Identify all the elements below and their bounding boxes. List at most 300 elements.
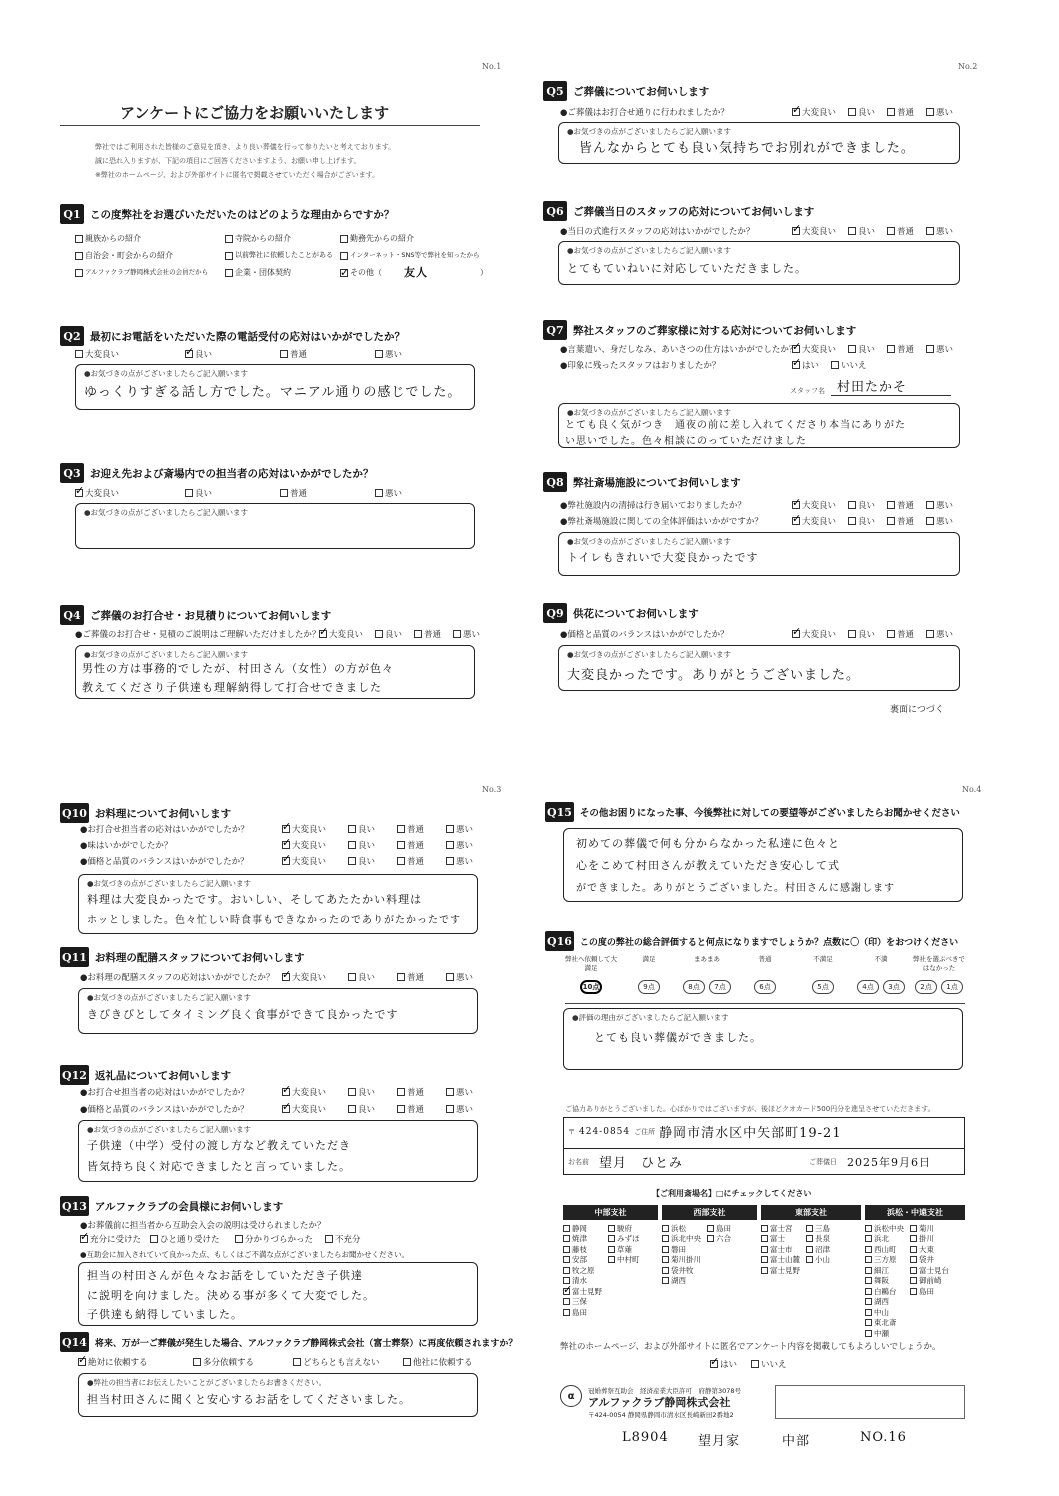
- q9-options: ●価格と品質のバランスはいかがでしたか？ ✓ 大変良い 良い 普通 悪い: [560, 627, 953, 641]
- checkbox-checked[interactable]: [792, 361, 800, 369]
- branch-option[interactable]: [910, 1265, 949, 1276]
- q4-title: ご葬儀のお打合せ・お見積りについてお伺いします: [90, 609, 332, 622]
- checkbox[interactable]: [608, 1235, 615, 1242]
- checkbox-checked[interactable]: [710, 1360, 718, 1368]
- q1-options: 親族からの紹介 寺院からの紹介 勤務先からの紹介 自治会・町会からの紹介 以前弊社に依頼したことがある インターネット・SNS等で弊社を知ったから アルファクラブ静岡株式会社の会員だから 企業・団体契約 ✓ その他（ 友人 ）: [75, 230, 495, 281]
- checkbox[interactable]: [848, 345, 856, 353]
- checkbox[interactable]: [848, 227, 856, 235]
- checkbox[interactable]: [75, 252, 83, 260]
- checkbox[interactable]: [926, 227, 934, 235]
- checkbox[interactable]: [563, 1288, 570, 1295]
- q7-comment-line1: とても良く気がつき 通夜の前に差し入れてくださり本当にありがた: [565, 420, 906, 431]
- checkbox[interactable]: [806, 1256, 813, 1263]
- q10-comment-line1: 料理は大変良かったです。おいしい、そしてあたたかい料理は: [87, 893, 423, 906]
- q10-title: お料理についてお伺いします: [94, 807, 232, 820]
- q7-title: 弊社スタッフのご葬家様に対する応対についてお伺いします: [573, 324, 857, 337]
- score-3[interactable]: 3点: [883, 980, 905, 994]
- q4-comment-box[interactable]: ●お気づきの点がございましたらご記入願います 男性の方は事務的でしたが、村田さん（女性）の方が色々 教えてくださり子供達も理解納得して打合せできました: [75, 645, 475, 699]
- checkbox[interactable]: [446, 857, 454, 865]
- branch-central: 中部支社 静岡 焼津 藤枝 安部 牧之原 清水 ✓ 富士見野 三保 島田 駿府 みずほ 草薙 中村町: [563, 1205, 658, 1318]
- q13-sub2: ●互助会に加入されていて良かった点、もしくはご不満な点がございましたらお聞かせください。: [80, 1249, 410, 1259]
- checkbox-checked[interactable]: [792, 630, 800, 638]
- checkbox[interactable]: [193, 1358, 201, 1366]
- branch-label: 草薙: [617, 1244, 632, 1254]
- q13-header: [60, 1195, 283, 1217]
- branch-option[interactable]: [608, 1255, 640, 1266]
- q9-comment: 大変良かったです。ありがとうございました。: [567, 668, 860, 683]
- q13-comment-box[interactable]: [78, 1262, 478, 1326]
- q1-title: この度弊社をお選びいただいたのはどのような理由からですか？: [90, 208, 395, 221]
- checkbox[interactable]: [563, 1256, 570, 1263]
- checkbox[interactable]: [348, 1105, 356, 1113]
- q12-options-2: ●価格と品質のバランスはいかがでしたか？ ✓ 大変良い 良い 普通 悪い: [80, 1102, 473, 1116]
- q5-title: ご葬儀についてお伺いします: [573, 85, 710, 98]
- checkbox[interactable]: [348, 973, 356, 981]
- branch-label: 富士: [770, 1234, 785, 1244]
- branch-option[interactable]: [806, 1234, 830, 1245]
- publish-options: ✓ はい いいえ: [710, 1357, 787, 1371]
- q7-staff-name: 村田たかそ: [831, 376, 951, 396]
- checkbox[interactable]: [608, 1256, 615, 1263]
- checkbox[interactable]: [761, 1256, 768, 1263]
- q2-header: [60, 325, 405, 347]
- score-4[interactable]: 4点: [857, 980, 879, 994]
- page-number: No.4: [962, 785, 982, 794]
- checkbox[interactable]: [910, 1267, 917, 1274]
- branch-label: 東北斎: [874, 1318, 897, 1328]
- checkbox[interactable]: [608, 1225, 615, 1232]
- checkbox[interactable]: [414, 630, 422, 638]
- branch-option[interactable]: [662, 1265, 701, 1276]
- q11-header: [60, 946, 305, 968]
- q1-other-value: 友人: [404, 266, 428, 279]
- q7-options-1: ●言葉遣い、身だしなみ、あいさつの仕方はいかがでしたか？ ✓ 大変良い 良い 普通 悪い: [560, 342, 953, 356]
- q1-header: [60, 203, 394, 225]
- checkbox[interactable]: [375, 630, 383, 638]
- checkbox[interactable]: [865, 1225, 872, 1232]
- checkbox[interactable]: [865, 1267, 872, 1274]
- checkbox[interactable]: [848, 517, 856, 525]
- branch-option[interactable]: [662, 1255, 701, 1266]
- q15-comment-line1: 初めての葬儀で何も分からなかった私達に色々と: [576, 837, 840, 850]
- checkbox[interactable]: [348, 841, 356, 849]
- footer-code: L8904: [622, 1430, 669, 1445]
- q8-number: Q8: [543, 472, 567, 492]
- q3-comment-box[interactable]: ●お気づきの点がございましたらご記入願います: [75, 503, 475, 549]
- q2-options: 大変良い ✓ 良い 普通 悪い: [75, 347, 402, 361]
- branch-label: 富士宮: [770, 1223, 793, 1233]
- checkbox[interactable]: [340, 252, 348, 260]
- checkbox[interactable]: [563, 1309, 570, 1316]
- q10-comment-box[interactable]: ●お気づきの点がございましたらご記入願います 料理は大変良かったです。おいしい、そしてあたたかい料理は ホッとしました。色々忙しい時食事もできなかったのでありがたかったです: [78, 874, 478, 934]
- q6-number: Q6: [543, 201, 567, 221]
- q5-header: [543, 80, 709, 102]
- branch-label: 浜北中央: [671, 1234, 701, 1244]
- checkbox[interactable]: [403, 1358, 411, 1366]
- checkbox[interactable]: [225, 269, 233, 277]
- checkbox[interactable]: [75, 350, 83, 358]
- branch-option[interactable]: [608, 1234, 640, 1245]
- page-number: No.2: [958, 62, 978, 71]
- checkbox[interactable]: [806, 1225, 813, 1232]
- checkbox[interactable]: [865, 1288, 872, 1295]
- q15-header: [545, 801, 960, 823]
- branch-label: 静岡: [572, 1223, 587, 1233]
- branch-option[interactable]: [806, 1223, 830, 1234]
- branch-option[interactable]: [865, 1244, 904, 1255]
- branch-option[interactable]: [761, 1223, 800, 1234]
- branch-option[interactable]: [563, 1234, 602, 1245]
- branch-option[interactable]: [865, 1276, 904, 1287]
- branch-label: 駿府: [617, 1223, 632, 1233]
- checkbox[interactable]: [397, 973, 405, 981]
- q4-header: [60, 604, 331, 626]
- checkbox[interactable]: [848, 108, 856, 116]
- checkbox-checked[interactable]: [75, 489, 83, 497]
- checkbox-checked[interactable]: [340, 269, 348, 277]
- branch-option[interactable]: [608, 1223, 640, 1234]
- q15-comment-line2: 心をこめて村田さんが教えていただき安心して式: [576, 859, 840, 872]
- checkbox-checked[interactable]: [78, 1358, 86, 1366]
- checkbox[interactable]: [887, 517, 895, 525]
- branch-label: 浜松中央: [874, 1223, 904, 1233]
- page-number: No.3: [482, 785, 502, 794]
- q15-title: その他お困りになった事、今後弊社に対しての要望等がございましたらお聞かせください: [579, 808, 960, 819]
- q7-comment-line2: い思いでした。色々相談にのっていただけました: [565, 436, 807, 447]
- checkbox[interactable]: [831, 361, 839, 369]
- checkbox[interactable]: [397, 825, 405, 833]
- checkbox[interactable]: [887, 108, 895, 116]
- checkbox[interactable]: [563, 1225, 570, 1232]
- branch-option[interactable]: [910, 1244, 949, 1255]
- branch-label: 富士山麓: [770, 1255, 800, 1265]
- branch-label: 長泉: [815, 1234, 830, 1244]
- checkbox[interactable]: [446, 973, 454, 981]
- checkbox[interactable]: [293, 1358, 301, 1366]
- branch-option[interactable]: [910, 1255, 949, 1266]
- funeral-date: 2025年9月6日: [847, 1155, 931, 1169]
- checkbox[interactable]: [865, 1246, 872, 1253]
- q5-comment-box[interactable]: ●お気づきの点がございましたらご記入願います 皆んなからとても良い気持ちでお別れができました。: [558, 122, 960, 164]
- checkbox[interactable]: [848, 630, 856, 638]
- address-value: 静岡市清水区中矢部町19-21: [659, 1126, 842, 1141]
- checkbox[interactable]: [761, 1235, 768, 1242]
- checkbox[interactable]: [397, 1088, 405, 1096]
- branch-label: 浜松: [671, 1223, 686, 1233]
- checkbox[interactable]: [280, 350, 288, 358]
- checkbox[interactable]: [910, 1225, 917, 1232]
- checkbox[interactable]: [348, 857, 356, 865]
- branch-option[interactable]: [806, 1244, 830, 1255]
- q13-comment-line3: 子供達も納得していました。: [87, 1308, 243, 1321]
- q3-number: Q3: [60, 463, 84, 483]
- score-7[interactable]: 7点: [709, 980, 731, 994]
- branch-option[interactable]: [563, 1286, 602, 1297]
- branch-option[interactable]: [761, 1244, 800, 1255]
- checkbox[interactable]: [865, 1330, 872, 1337]
- checkbox-checked[interactable]: [185, 350, 193, 358]
- branch-option[interactable]: [865, 1265, 904, 1276]
- checkbox[interactable]: [926, 108, 934, 116]
- checkbox[interactable]: [340, 235, 348, 243]
- branch-label: 白鷗台: [874, 1286, 897, 1296]
- publish-question: 弊社のホームページ、および外部サイトに匿名でアンケート内容を掲載してもよろしいでしょうか。: [560, 1342, 941, 1352]
- checkbox[interactable]: [707, 1235, 714, 1242]
- checkbox[interactable]: [865, 1235, 872, 1242]
- branch-east: 東部支社 富士宮 富士 富士市 富士山麓 富士見野 三島 長泉 沼津 小山: [761, 1205, 861, 1276]
- branch-option[interactable]: [865, 1328, 904, 1339]
- q15-comment-line3: ができました。ありがとうございました。村田さんに感謝します: [576, 883, 895, 894]
- q2-title: 最初にお電話をいただいた際の電話受付の応対はいかがでしたか？: [90, 330, 405, 343]
- score-2[interactable]: 2点: [915, 980, 937, 994]
- branch-option[interactable]: [662, 1234, 701, 1245]
- branch-option[interactable]: [662, 1276, 701, 1287]
- checkbox-checked[interactable]: [282, 825, 290, 833]
- checkbox[interactable]: [761, 1267, 768, 1274]
- checkbox[interactable]: [325, 1235, 333, 1243]
- checkbox[interactable]: [225, 235, 233, 243]
- branch-option[interactable]: [662, 1223, 701, 1234]
- branch-option[interactable]: [761, 1234, 800, 1245]
- q12-header: [60, 1064, 231, 1086]
- branch-option[interactable]: [707, 1223, 731, 1234]
- q3-title: お迎え先および斎場内での担当者の応対はいかがでしたか？: [90, 467, 374, 480]
- q10-number: Q10: [60, 803, 89, 823]
- checkbox[interactable]: [761, 1225, 768, 1232]
- checkbox[interactable]: [806, 1246, 813, 1253]
- branch-label: 焼津: [572, 1234, 587, 1244]
- branch-label: 三保: [572, 1297, 587, 1307]
- branch-label: 中村町: [617, 1255, 640, 1265]
- checkbox[interactable]: [446, 1088, 454, 1096]
- checkbox[interactable]: [887, 227, 895, 235]
- branch-option[interactable]: [761, 1255, 800, 1266]
- q12-comment-box[interactable]: ●お気づきの点がございましたらご記入願います 子供達（中学）受付の渡し方など教えていただき 皆気持ち良く対応できましたと言っていました。: [78, 1120, 478, 1182]
- branch-label: 菊川: [919, 1223, 934, 1233]
- checkbox[interactable]: [806, 1235, 813, 1242]
- q7-number: Q7: [543, 320, 567, 340]
- checkbox[interactable]: [910, 1246, 917, 1253]
- branch-option[interactable]: [865, 1307, 904, 1318]
- q9-header: [543, 602, 699, 624]
- checkbox[interactable]: [707, 1225, 714, 1232]
- checkbox[interactable]: [446, 1105, 454, 1113]
- branch-west: 西部支社 浜松 浜北中央 磐田 菊川掛川 袋井牧 湖西 島田 六合: [662, 1205, 757, 1286]
- q6-comment-box[interactable]: ●お気づきの点がございましたらご記入願います とてもていねいに対応していただきました。: [558, 241, 960, 285]
- checkbox[interactable]: [348, 825, 356, 833]
- branch-option[interactable]: [563, 1265, 602, 1276]
- branch-option[interactable]: [910, 1286, 949, 1297]
- branch-option[interactable]: [865, 1286, 904, 1297]
- q8-options-1: ●弊社施設内の清掃は行き届いておりましたか？ ✓ 大変良い 良い 普通 悪い: [560, 498, 953, 512]
- branch-label: 富士見台: [919, 1265, 949, 1275]
- branch-label: 大東: [919, 1244, 934, 1254]
- q8-comment-box[interactable]: ●お気づきの点がございましたらご記入願います トイレもきれいで大変良かったです: [558, 532, 960, 576]
- branch-option[interactable]: [761, 1265, 800, 1276]
- checkbox[interactable]: [280, 489, 288, 497]
- branch-label: 袋井牧: [671, 1265, 694, 1275]
- checkbox-checked[interactable]: [319, 630, 327, 638]
- score-5[interactable]: 5点: [812, 980, 834, 994]
- name-value: 望月 ひとみ: [599, 1156, 684, 1171]
- q2-comment-box[interactable]: ●お気づきの点がございましたらご記入願います ゆっくりすぎる話し方でした。マニアル通りの感じでした。: [75, 364, 475, 410]
- q12-title: 返礼品についてお伺いします: [94, 1069, 232, 1082]
- q4-number: Q4: [60, 605, 84, 625]
- branch-label: 西山町: [874, 1244, 897, 1254]
- checkbox[interactable]: [848, 501, 856, 509]
- branch-option[interactable]: [865, 1223, 904, 1234]
- q10-comment-line2: ホッとしました。色々忙しい時食事もできなかったのでありがたかったです: [87, 915, 461, 926]
- address-note: ご協力ありがとうございました。心ばかりではございますが、後ほどクオカード500円分を進呈させていただきます。: [565, 1105, 935, 1113]
- checkbox[interactable]: [887, 630, 895, 638]
- branch-option[interactable]: [563, 1223, 602, 1234]
- checkbox[interactable]: [563, 1298, 570, 1305]
- branch-option[interactable]: [563, 1255, 602, 1266]
- q16-comment: とても良い葬儀ができました。: [594, 1031, 762, 1044]
- branch-option[interactable]: [910, 1223, 949, 1234]
- q2-comment: ゆっくりすぎる話し方でした。マニアル通りの感じでした。: [84, 385, 462, 400]
- branch-option[interactable]: [563, 1297, 602, 1308]
- checkbox[interactable]: [926, 345, 934, 353]
- branch-option[interactable]: [910, 1234, 949, 1245]
- checkbox[interactable]: [865, 1277, 872, 1284]
- checkbox[interactable]: [865, 1309, 872, 1316]
- checkbox-checked[interactable]: [792, 517, 800, 525]
- checkbox[interactable]: [865, 1319, 872, 1326]
- branch-option[interactable]: [865, 1297, 904, 1308]
- q12-comment-line1: 子供達（中学）受付の渡し方など教えていただき: [87, 1139, 351, 1152]
- q14-comment-box[interactable]: ●弊社の担当者にお伝えしたいことがございましたらお書きください。 担当村田さんに聞くと安心するお話をしてくださいました。: [78, 1373, 478, 1417]
- checkbox[interactable]: [662, 1267, 669, 1274]
- checkbox[interactable]: [563, 1246, 570, 1253]
- branch-label: 湖西: [671, 1276, 686, 1286]
- checkbox[interactable]: [865, 1256, 872, 1263]
- checkbox[interactable]: [375, 489, 383, 497]
- checkbox[interactable]: [662, 1256, 669, 1263]
- checkbox-checked[interactable]: [282, 1088, 290, 1096]
- branch-option[interactable]: [563, 1307, 602, 1318]
- score-1[interactable]: 1点: [941, 980, 963, 994]
- score-9[interactable]: 9点: [638, 980, 660, 994]
- checkbox[interactable]: [397, 841, 405, 849]
- checkbox[interactable]: [751, 1360, 759, 1368]
- q16-scale: [565, 980, 965, 994]
- checkbox[interactable]: [235, 1235, 243, 1243]
- q7-comment-box[interactable]: ●お気づきの点がございましたらご記入願います とても良く気がつき 通夜の前に差し入れてくださり本当にありがた い思いでした。色々相談にのっていただけました: [558, 403, 960, 448]
- checkbox[interactable]: [926, 517, 934, 525]
- checkbox[interactable]: [887, 345, 895, 353]
- q5-number: Q5: [543, 81, 567, 101]
- branch-label: 浜北: [874, 1234, 889, 1244]
- branch-option[interactable]: [865, 1255, 904, 1266]
- checkbox[interactable]: [662, 1246, 669, 1253]
- branch-option[interactable]: [865, 1234, 904, 1245]
- checkbox[interactable]: [397, 1105, 405, 1113]
- checkbox[interactable]: [446, 825, 454, 833]
- checkbox[interactable]: [446, 841, 454, 849]
- score-8[interactable]: 8点: [683, 980, 705, 994]
- company-notice-box: [775, 1385, 965, 1419]
- branch-label: 掛川: [919, 1234, 934, 1244]
- checkbox[interactable]: [150, 1235, 158, 1243]
- branch-option[interactable]: [707, 1234, 731, 1245]
- checkbox[interactable]: [185, 489, 193, 497]
- branch-option[interactable]: [910, 1276, 949, 1287]
- q13-options: ✓ 充分に受けた ひと通り受けた 分かりづらかった 不充分: [80, 1232, 361, 1246]
- q14-comment: 担当村田さんに聞くと安心するお話をしてくださいました。: [87, 1393, 411, 1406]
- checkbox[interactable]: [926, 501, 934, 509]
- score-6[interactable]: 6点: [754, 980, 776, 994]
- checkbox-checked[interactable]: [792, 345, 800, 353]
- checkbox[interactable]: [662, 1235, 669, 1242]
- q9-comment-box[interactable]: ●お気づきの点がございましたらご記入願います 大変良かったです。ありがとうございました。: [558, 645, 960, 691]
- checkbox[interactable]: [397, 857, 405, 865]
- branch-option[interactable]: [608, 1244, 640, 1255]
- q13-comment-line1: 担当の村田さんが色々なお話をしていただき子供達: [87, 1269, 363, 1282]
- checkbox[interactable]: [453, 630, 461, 638]
- checkbox-checked[interactable]: [792, 227, 800, 235]
- checkbox-checked[interactable]: [282, 857, 290, 865]
- checkbox[interactable]: [761, 1246, 768, 1253]
- checkbox[interactable]: [910, 1277, 917, 1284]
- q1-number: Q1: [60, 204, 84, 224]
- q11-comment-box[interactable]: ●お気づきの点がございましたらご記入願います きびきびとしてタイミング良く食事ができて良かったです: [78, 988, 478, 1034]
- checkbox[interactable]: [926, 630, 934, 638]
- checkbox[interactable]: [75, 235, 83, 243]
- checkbox[interactable]: [662, 1225, 669, 1232]
- checkbox[interactable]: [348, 1088, 356, 1096]
- checkbox-checked[interactable]: [792, 108, 800, 116]
- branch-option[interactable]: [865, 1318, 904, 1329]
- branch-option[interactable]: [563, 1244, 602, 1255]
- q11-comment: きびきびとしてタイミング良く食事ができて良かったです: [87, 1008, 399, 1021]
- q13-title: アルファクラブの会員様にお伺いします: [94, 1200, 284, 1213]
- checkbox[interactable]: [608, 1246, 615, 1253]
- checkbox[interactable]: [910, 1235, 917, 1242]
- score-10[interactable]: 10点: [580, 980, 602, 994]
- checkbox[interactable]: [563, 1267, 570, 1274]
- checkbox-checked[interactable]: [282, 973, 290, 981]
- branch-label: 中瀬: [874, 1328, 889, 1338]
- q12-number: Q12: [60, 1065, 89, 1085]
- branch-option[interactable]: [662, 1244, 701, 1255]
- checkbox-checked[interactable]: [792, 501, 800, 509]
- q15-comment-box[interactable]: [563, 828, 963, 902]
- branch-option[interactable]: [806, 1255, 830, 1266]
- checkbox[interactable]: [910, 1256, 917, 1263]
- q6-header: [543, 200, 814, 222]
- checkbox-checked[interactable]: [282, 1105, 290, 1113]
- q7-staff: スタッフ名 村田たかそ: [790, 376, 951, 396]
- checkbox[interactable]: [375, 350, 383, 358]
- q10-options-1: ●お打合せ担当者の応対はいかがでしたか？ ✓ 大変良い 良い 普通 悪い: [80, 822, 473, 836]
- checkbox[interactable]: [563, 1235, 570, 1242]
- checkbox[interactable]: [662, 1277, 669, 1284]
- branch-label: 清水: [572, 1276, 587, 1286]
- continue-note: 裏面につづく: [890, 705, 944, 715]
- checkbox[interactable]: [887, 501, 895, 509]
- checkbox[interactable]: [865, 1298, 872, 1305]
- checkbox-checked[interactable]: [282, 841, 290, 849]
- q13-number: Q13: [60, 1196, 89, 1216]
- q7-options-2: ●印象に残ったスタッフはおりましたか？ ✓ はい いいえ: [560, 358, 867, 372]
- zip-code: 424-0854: [579, 1126, 631, 1137]
- q16-comment-box[interactable]: ●評価の理由がございましたらご記入願います とても良い葬儀ができました。: [563, 1008, 963, 1070]
- checkbox-checked[interactable]: [80, 1235, 88, 1243]
- checkbox[interactable]: [75, 269, 83, 277]
- checkbox[interactable]: [910, 1288, 917, 1295]
- checkbox[interactable]: [225, 252, 233, 260]
